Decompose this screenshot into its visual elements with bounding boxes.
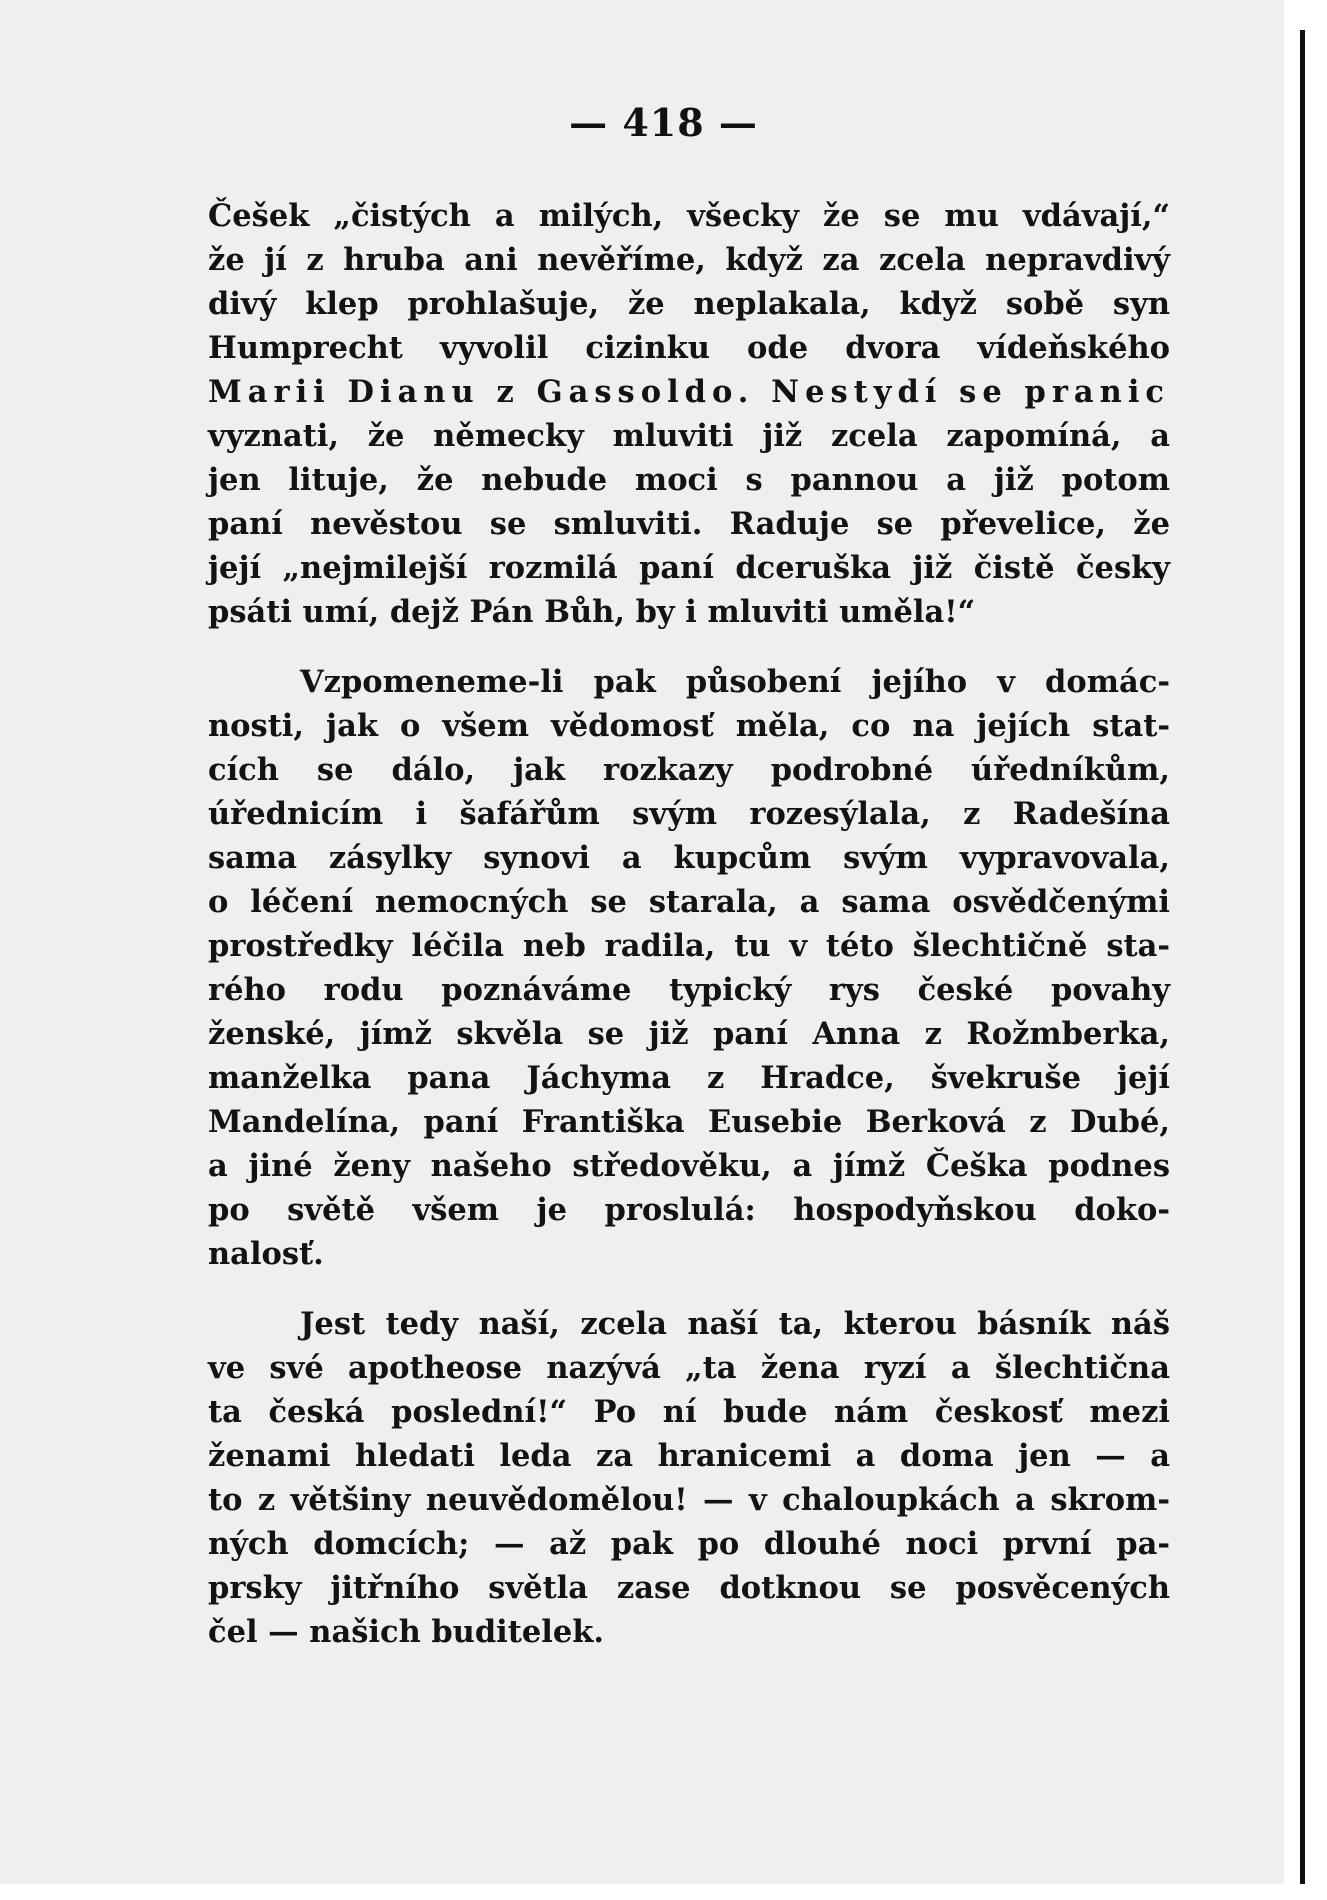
- text-line: po světě všem je proslulá: hospodyňskou doko-: [208, 1192, 1170, 1228]
- text-line: ných domcích; — až pak po dlouhé noci první pa-: [208, 1526, 1170, 1562]
- text-line: nosti, jak o všem vědomosť měla, co na jejích stat-: [208, 708, 1170, 744]
- text-line: ta česká poslední!“ Po ní bude nám českosť mezi: [208, 1394, 1170, 1430]
- text-line: paní nevěstou se smluviti. Raduje se převelice, že: [208, 506, 1170, 542]
- text-line: že jí z hruba ani nevěříme, když za zcela nepravdivý: [208, 242, 1170, 278]
- text-line: divý klep prohlašuje, že neplakala, když sobě syn: [208, 286, 1170, 322]
- text-line: rého rodu poznáváme typický rys české povahy: [208, 972, 1170, 1008]
- text-line: sama zásylky synovi a kupcům svým vypravovala,: [208, 840, 1170, 876]
- text-line: o léčení nemocných se starala, a sama osvědčenými: [208, 884, 1170, 920]
- text-line: psáti umí, dejž Pán Bůh, by i mluviti uměla!“: [208, 594, 976, 630]
- page-bottom-margin: [0, 1884, 1327, 1900]
- text-line: úřednicím i šafářům svým rozesýlala, z Radešína: [208, 796, 1170, 832]
- body-text: [208, 194, 1170, 1654]
- text-line: Vzpomeneme-li pak působení jejího v domác-: [300, 664, 1170, 700]
- text-line: nalosť.: [208, 1236, 324, 1272]
- text-line: Humprecht vyvolil cizinku ode dvora vídeňského: [208, 330, 1170, 366]
- text-line: Mandelína, paní Františka Eusebie Berková z Dubé,: [208, 1104, 1170, 1140]
- text-line: prsky jitřního světla zase dotknou se posvěcených: [208, 1570, 1170, 1606]
- paragraph-3: [208, 1302, 1170, 1654]
- text-line: a jiné ženy našeho středověku, a jímž Češka podnes: [208, 1148, 1170, 1184]
- text-line: cích se dálo, jak rozkazy podrobné úředníkům,: [208, 752, 1170, 788]
- book-spine-shadow: [1300, 30, 1305, 1890]
- text-line: jen lituje, že nebude moci s pannou a již potom: [208, 462, 1170, 498]
- text-line: Češek „čistých a milých, všecky že se mu vdávají,“: [208, 198, 1170, 234]
- text-line: Marii Dianu z Gassoldo. Nestydí se pranic: [208, 374, 1170, 410]
- paragraph-1: [208, 194, 1170, 634]
- text-line: ženami hledati leda za hranicemi a doma jen — a: [208, 1438, 1170, 1474]
- text-line: Jest tedy naší, zcela naší ta, kterou básník náš: [300, 1306, 1170, 1342]
- text-line: to z většiny neuvědomělou! — v chaloupkách a skrom-: [208, 1482, 1170, 1518]
- text-line: čel — našich buditelek.: [208, 1614, 605, 1650]
- text-line: její „nejmilejší rozmilá paní dceruška již čistě česky: [208, 550, 1170, 586]
- text-line: manželka pana Jáchyma z Hradce, švekruše její: [208, 1060, 1170, 1096]
- text-line: ve své apotheose nazývá „ta žena ryzí a šlechtična: [208, 1350, 1170, 1386]
- paragraph-2: [208, 660, 1170, 1276]
- page-number: — 418 —: [569, 100, 758, 145]
- text-line: ženské, jímž skvěla se již paní Anna z Rožmberka,: [208, 1016, 1170, 1052]
- page-right-margin: [1284, 0, 1327, 1900]
- text-line: prostředky léčila neb radila, tu v této šlechtičně sta-: [208, 928, 1170, 964]
- text-line: vyznati, že německy mluviti již zcela zapomíná, a: [208, 418, 1170, 454]
